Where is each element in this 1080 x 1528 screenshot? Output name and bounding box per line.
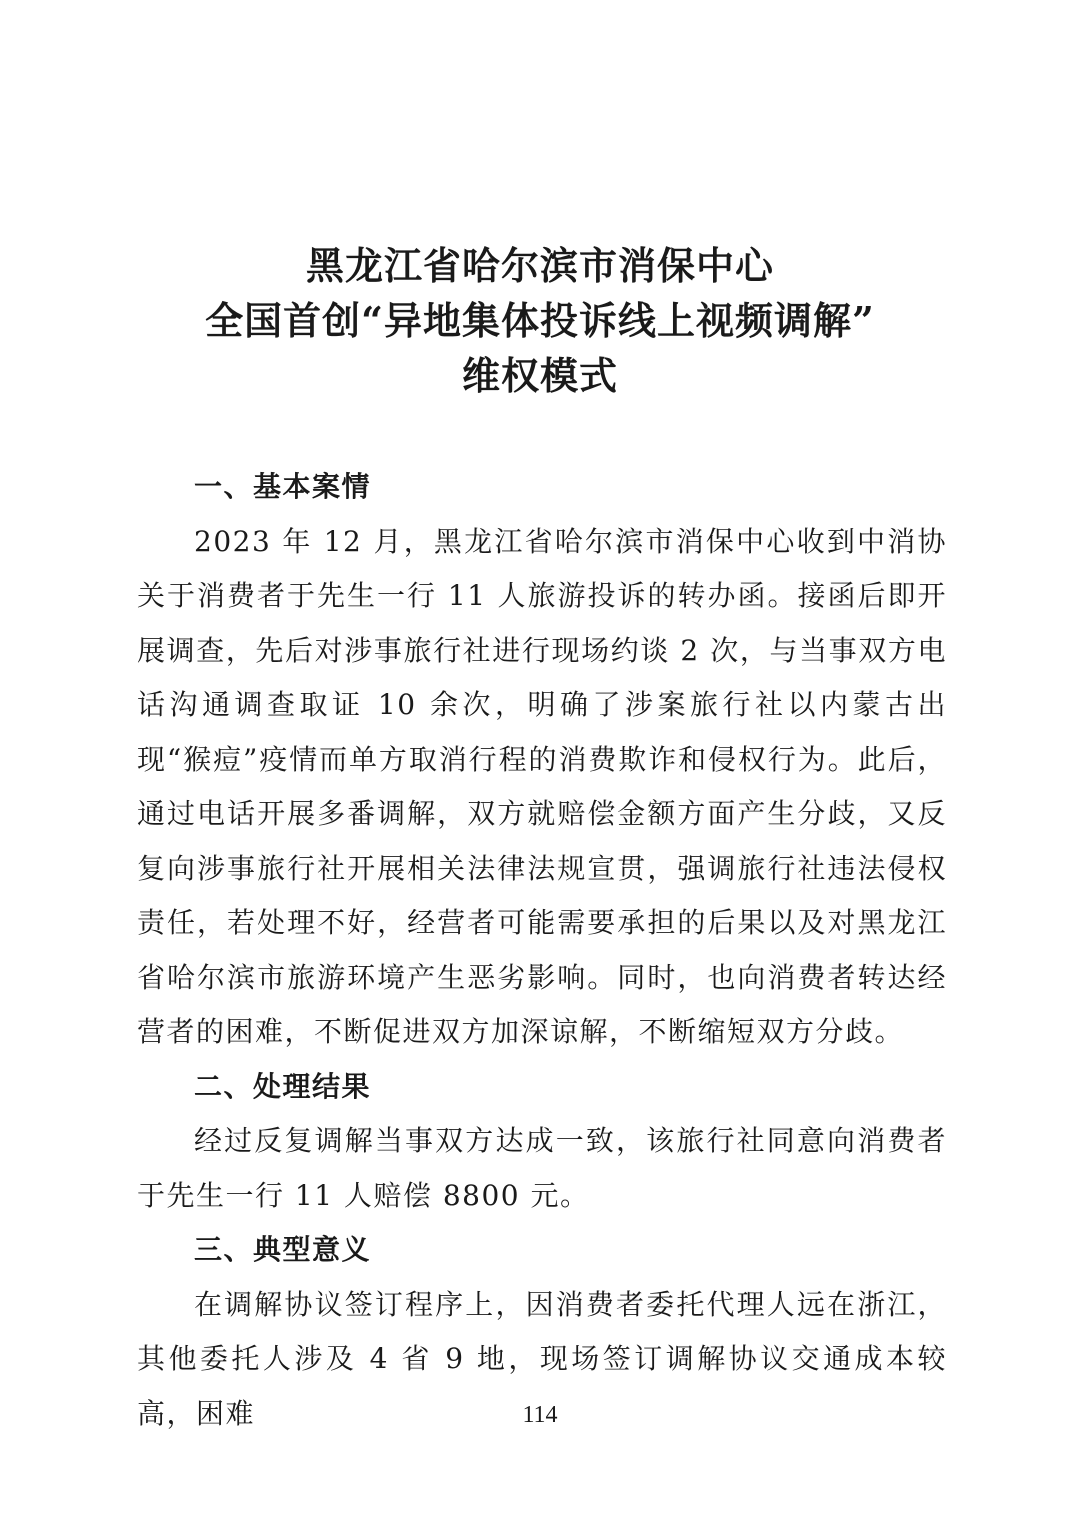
paragraph-significance: 在调解协议签订程序上，因消费者委托代理人远在浙江，其他委托人涉及 4 省 9 地，现场签订调解协议交通成本较高，困难 xyxy=(137,1287,947,1430)
section-heading-significance: 三、典型意义 xyxy=(194,1233,372,1266)
document-title xyxy=(0,238,1080,403)
title-line-1: 黑龙江省哈尔滨市消保中心 xyxy=(305,243,774,288)
document-body xyxy=(137,460,947,1441)
page-number: 114 xyxy=(522,1402,558,1428)
section-heading-basic-case: 一、基本案情 xyxy=(194,470,372,503)
section-heading-result: 二、处理结果 xyxy=(194,1069,372,1103)
paragraph-result: 经过反复调解当事双方达成一致，该旅行社同意向消费者于先生一行 11 人赔偿 8800 元。 xyxy=(137,1124,947,1212)
paragraph-basic-case: 2023 年 12 月，黑龙江省哈尔滨市消保中心收到中消协关于消费者于先生一行 11 人旅游投诉的转办函。接函后即开展调查，先后对涉事旅行社进行现场约谈 2 次，与当事双方电话沟通调查取证 10 余次，明确了涉案旅行社以内蒙古出现“猴痘”疫情而单方取消行程的消费欺诈和侵权行为。此后，通过电话开展多番调解，双方就赔偿金额方面产生分歧，又反复向涉事旅行社开展相关法律法规宣贯，强调旅行社违法侵权责任，若处理不好，经营者可能需要承担的后果以及对黑龙江省哈尔滨市旅游环境产生恶劣影响。同时，也向消费者转达经营者的困难，不断促进双方加深谅解，不断缩短双方分歧。 xyxy=(137,524,947,1048)
title-line-3: 维权模式 xyxy=(461,353,618,398)
title-line-2: 全国首创“异地集体投诉线上视频调解” xyxy=(205,298,875,343)
